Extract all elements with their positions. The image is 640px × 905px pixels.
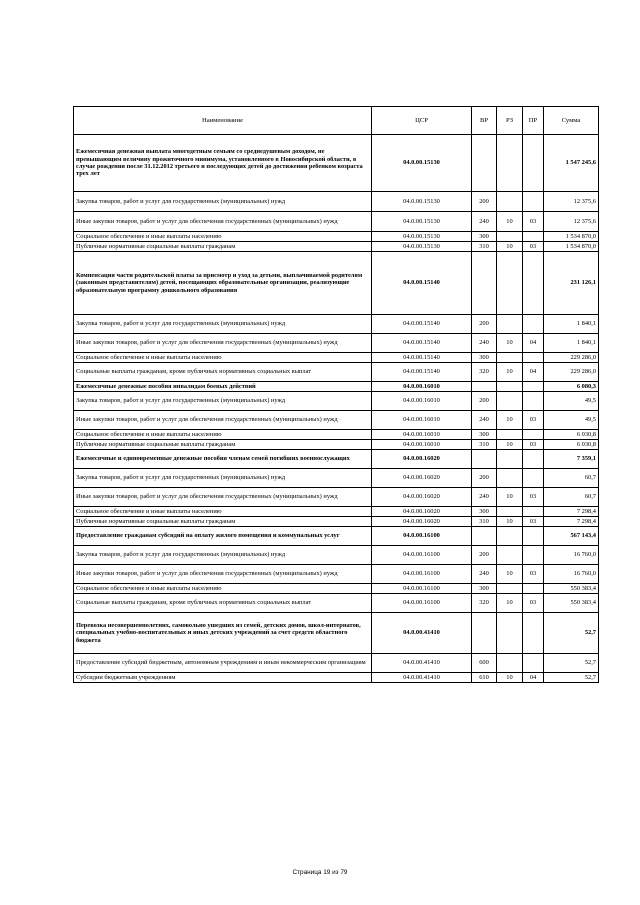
- row-rz: 10: [497, 411, 523, 430]
- page-number: Страница 19 из 79: [292, 869, 348, 876]
- row-sum: 52,7: [544, 613, 599, 654]
- row-sum: 1 547 245,6: [544, 135, 599, 192]
- row-vr: [472, 450, 497, 469]
- row-pr: [523, 382, 544, 392]
- row-pr: 03: [523, 488, 544, 507]
- table-row: [74, 517, 599, 527]
- row-pr: 04: [523, 334, 544, 353]
- row-sum: 16 760,0: [544, 565, 599, 584]
- row-rz: [497, 353, 523, 363]
- row-rz: [497, 232, 523, 242]
- row-pr: [523, 232, 544, 242]
- row-csr: 04.0.00.15140: [372, 353, 472, 363]
- table-row: [74, 507, 599, 517]
- row-csr: 04.0.00.15140: [372, 363, 472, 382]
- row-csr: 04.0.00.16100: [372, 546, 472, 565]
- row-sum: 49,5: [544, 392, 599, 411]
- table-row: [74, 212, 599, 232]
- row-sum: 7 298,4: [544, 507, 599, 517]
- row-csr: 04.0.00.15130: [372, 242, 472, 252]
- row-sum: 12 375,6: [544, 192, 599, 212]
- row-vr: 310: [472, 517, 497, 527]
- row-rz: 10: [497, 440, 523, 450]
- row-name: Публичные нормативные социальные выплаты гражданам: [74, 440, 372, 450]
- table-header-row: [74, 107, 599, 135]
- table-row: [74, 546, 599, 565]
- row-csr: 04.0.00.41410: [372, 673, 472, 683]
- row-vr: [472, 527, 497, 546]
- row-csr: 04.0.00.16020: [372, 517, 472, 527]
- row-csr: 04.0.00.16100: [372, 527, 472, 546]
- header-name: Наименование: [74, 107, 372, 135]
- table-row: [74, 135, 599, 192]
- row-vr: 320: [472, 363, 497, 382]
- table-row: [74, 382, 599, 392]
- row-vr: 300: [472, 507, 497, 517]
- row-pr: [523, 450, 544, 469]
- row-sum: 7 298,4: [544, 517, 599, 527]
- row-sum: 49,5: [544, 411, 599, 430]
- row-pr: 03: [523, 212, 544, 232]
- row-pr: [523, 507, 544, 517]
- row-pr: [523, 654, 544, 673]
- row-csr: 04.0.00.15130: [372, 192, 472, 212]
- row-vr: 200: [472, 392, 497, 411]
- row-name: Иные закупки товаров, работ и услуг для обеспечения государственных (муниципальных) нужд: [74, 411, 372, 430]
- table-body: [74, 135, 599, 683]
- row-name: Социальное обеспечение и иные выплаты населению: [74, 507, 372, 517]
- row-rz: [497, 192, 523, 212]
- row-sum: 229 286,0: [544, 363, 599, 382]
- row-sum: 1 534 870,0: [544, 242, 599, 252]
- row-csr: 04.0.00.16020: [372, 469, 472, 488]
- row-pr: 04: [523, 673, 544, 683]
- row-pr: [523, 353, 544, 363]
- row-rz: [497, 507, 523, 517]
- row-name: Иные закупки товаров, работ и услуг для обеспечения государственных (муниципальных) нужд: [74, 334, 372, 353]
- row-rz: [497, 654, 523, 673]
- row-csr: 04.0.00.16010: [372, 382, 472, 392]
- row-sum: 7 359,1: [544, 450, 599, 469]
- row-name: Закупка товаров, работ и услуг для государственных (муниципальных) нужд: [74, 392, 372, 411]
- row-sum: 550 383,4: [544, 594, 599, 613]
- row-csr: 04.0.00.15140: [372, 252, 472, 315]
- row-pr: 03: [523, 440, 544, 450]
- table-row: [74, 654, 599, 673]
- table-row: [74, 430, 599, 440]
- row-name: Ежемесячная денежная выплата многодетным семьям со среднедушевым доходом, не превышающим величину прожиточного минимума, установленного в Новосибирской области, в случае рождения после 31.12.2012 третьего и последующих детей до достижения ребенком возраста трех лет: [74, 135, 372, 192]
- row-vr: 310: [472, 440, 497, 450]
- row-rz: [497, 135, 523, 192]
- row-vr: [472, 252, 497, 315]
- row-rz: 10: [497, 212, 523, 232]
- row-csr: 04.0.00.15130: [372, 232, 472, 242]
- row-rz: [497, 392, 523, 411]
- row-sum: 1 534 870,0: [544, 232, 599, 242]
- header-rz: РЗ: [497, 107, 523, 135]
- row-rz: [497, 546, 523, 565]
- row-name: Субсидии бюджетным учреждениям: [74, 673, 372, 683]
- row-rz: 10: [497, 673, 523, 683]
- table-row: [74, 527, 599, 546]
- row-name: Социальные выплаты гражданам, кроме публичных нормативных социальных выплат: [74, 594, 372, 613]
- row-sum: 6 030,8: [544, 430, 599, 440]
- row-vr: 240: [472, 334, 497, 353]
- table-row: [74, 315, 599, 334]
- header-csr: ЦСР: [372, 107, 472, 135]
- row-vr: 240: [472, 565, 497, 584]
- row-rz: [497, 469, 523, 488]
- table-row: [74, 584, 599, 594]
- row-sum: 550 383,4: [544, 584, 599, 594]
- row-sum: 16 760,0: [544, 546, 599, 565]
- row-name: Перевозка несовершеннолетних, самовольно ушедших из семей, детских домов, школ-интернатов, специальных учебно-воспитательных и иных детских учреждений за счет средств областного бюджета: [74, 613, 372, 654]
- header-sum: Сумма: [544, 107, 599, 135]
- row-sum: 52,7: [544, 654, 599, 673]
- table-row: [74, 192, 599, 212]
- row-rz: [497, 584, 523, 594]
- row-csr: 04.0.00.41410: [372, 613, 472, 654]
- row-vr: 240: [472, 488, 497, 507]
- row-name: Иные закупки товаров, работ и услуг для обеспечения государственных (муниципальных) нужд: [74, 488, 372, 507]
- row-sum: 1 840,1: [544, 334, 599, 353]
- row-rz: [497, 613, 523, 654]
- row-csr: 04.0.00.16020: [372, 488, 472, 507]
- row-vr: 300: [472, 430, 497, 440]
- row-name: Предоставление гражданам субсидий на оплату жилого помещения и коммунальных услуг: [74, 527, 372, 546]
- row-rz: [497, 315, 523, 334]
- table-row: [74, 594, 599, 613]
- row-csr: 04.0.00.16020: [372, 507, 472, 517]
- row-csr: 04.0.00.16010: [372, 392, 472, 411]
- row-vr: [472, 382, 497, 392]
- row-pr: [523, 392, 544, 411]
- row-name: Закупка товаров, работ и услуг для государственных (муниципальных) нужд: [74, 546, 372, 565]
- row-csr: 04.0.00.15140: [372, 334, 472, 353]
- row-pr: 03: [523, 411, 544, 430]
- table-row: [74, 411, 599, 430]
- row-pr: 03: [523, 594, 544, 613]
- table-row: [74, 613, 599, 654]
- row-name: Социальное обеспечение и иные выплаты населению: [74, 232, 372, 242]
- table-row: [74, 334, 599, 353]
- row-rz: 10: [497, 565, 523, 584]
- table-row: [74, 565, 599, 584]
- row-sum: 231 126,1: [544, 252, 599, 315]
- row-rz: 10: [497, 363, 523, 382]
- table-row: [74, 488, 599, 507]
- row-csr: 04.0.00.16100: [372, 565, 472, 584]
- row-csr: 04.0.00.16010: [372, 430, 472, 440]
- row-pr: [523, 192, 544, 212]
- table-row: [74, 232, 599, 242]
- row-rz: [497, 382, 523, 392]
- row-pr: [523, 252, 544, 315]
- row-rz: 10: [497, 242, 523, 252]
- row-csr: 04.0.00.15130: [372, 212, 472, 232]
- row-sum: 6 080,3: [544, 382, 599, 392]
- row-vr: 310: [472, 242, 497, 252]
- row-vr: 300: [472, 353, 497, 363]
- row-sum: 1 840,1: [544, 315, 599, 334]
- row-sum: 567 143,4: [544, 527, 599, 546]
- budget-table: [73, 106, 599, 683]
- row-csr: 04.0.00.16020: [372, 450, 472, 469]
- row-vr: 610: [472, 673, 497, 683]
- table-row: [74, 440, 599, 450]
- row-pr: 03: [523, 565, 544, 584]
- row-name: Публичные нормативные социальные выплаты гражданам: [74, 242, 372, 252]
- row-name: Иные закупки товаров, работ и услуг для обеспечения государственных (муниципальных) нужд: [74, 565, 372, 584]
- table-row: [74, 353, 599, 363]
- table-row: [74, 252, 599, 315]
- row-pr: 03: [523, 517, 544, 527]
- row-vr: 600: [472, 654, 497, 673]
- row-vr: 240: [472, 411, 497, 430]
- row-name: Закупка товаров, работ и услуг для государственных (муниципальных) нужд: [74, 469, 372, 488]
- row-vr: [472, 613, 497, 654]
- row-csr: 04.0.00.16100: [372, 594, 472, 613]
- row-rz: 10: [497, 488, 523, 507]
- row-pr: [523, 315, 544, 334]
- row-name: Иные закупки товаров, работ и услуг для обеспечения государственных (муниципальных) нужд: [74, 212, 372, 232]
- row-name: Закупка товаров, работ и услуг для государственных (муниципальных) нужд: [74, 192, 372, 212]
- row-rz: [497, 430, 523, 440]
- row-sum: 12 375,6: [544, 212, 599, 232]
- row-pr: 04: [523, 363, 544, 382]
- row-name: Социальное обеспечение и иные выплаты населению: [74, 584, 372, 594]
- row-sum: 60,7: [544, 469, 599, 488]
- row-vr: 240: [472, 212, 497, 232]
- row-name: Ежемесячные денежные пособия инвалидам боевых действий: [74, 382, 372, 392]
- row-vr: 200: [472, 192, 497, 212]
- table-row: [74, 469, 599, 488]
- row-name: Социальные выплаты гражданам, кроме публичных нормативных социальных выплат: [74, 363, 372, 382]
- table-row: [74, 363, 599, 382]
- row-name: Компенсация части родительской платы за присмотр и уход за детьми, выплачиваемой родителям (законным представителям) детей, посещающих образовательные организации, реализующие образовательную программу дошкольного образования: [74, 252, 372, 315]
- row-sum: 6 030,8: [544, 440, 599, 450]
- row-csr: 04.0.00.15130: [372, 135, 472, 192]
- row-rz: [497, 527, 523, 546]
- row-rz: [497, 252, 523, 315]
- row-csr: 04.0.00.16100: [372, 584, 472, 594]
- row-rz: 10: [497, 334, 523, 353]
- row-pr: [523, 430, 544, 440]
- row-csr: 04.0.00.16010: [372, 411, 472, 430]
- row-vr: 200: [472, 469, 497, 488]
- row-sum: 60,7: [544, 488, 599, 507]
- row-sum: 52,7: [544, 673, 599, 683]
- row-rz: [497, 450, 523, 469]
- row-csr: 04.0.00.16010: [372, 440, 472, 450]
- row-csr: 04.0.00.41410: [372, 654, 472, 673]
- header-pr: ПР: [523, 107, 544, 135]
- row-vr: [472, 135, 497, 192]
- row-name: Закупка товаров, работ и услуг для государственных (муниципальных) нужд: [74, 315, 372, 334]
- table-row: [74, 392, 599, 411]
- row-pr: [523, 613, 544, 654]
- table-row: [74, 673, 599, 683]
- row-vr: 300: [472, 232, 497, 242]
- row-pr: [523, 546, 544, 565]
- row-name: Социальное обеспечение и иные выплаты населению: [74, 430, 372, 440]
- row-pr: [523, 135, 544, 192]
- row-rz: 10: [497, 517, 523, 527]
- header-vr: ВР: [472, 107, 497, 135]
- row-pr: 03: [523, 242, 544, 252]
- table-row: [74, 242, 599, 252]
- row-name: Социальное обеспечение и иные выплаты населению: [74, 353, 372, 363]
- row-vr: 300: [472, 584, 497, 594]
- row-csr: 04.0.00.15140: [372, 315, 472, 334]
- row-name: Публичные нормативные социальные выплаты гражданам: [74, 517, 372, 527]
- row-vr: 200: [472, 546, 497, 565]
- row-name: Ежемесячные и единовременные денежные пособия членам семей погибших военнослужащих: [74, 450, 372, 469]
- row-vr: 320: [472, 594, 497, 613]
- row-vr: 200: [472, 315, 497, 334]
- row-sum: 229 286,0: [544, 353, 599, 363]
- row-pr: [523, 469, 544, 488]
- row-pr: [523, 584, 544, 594]
- row-name: Предоставление субсидий бюджетным, автономным учреждениям и иным некоммерческим организациям: [74, 654, 372, 673]
- row-rz: 10: [497, 594, 523, 613]
- table-row: [74, 450, 599, 469]
- row-pr: [523, 527, 544, 546]
